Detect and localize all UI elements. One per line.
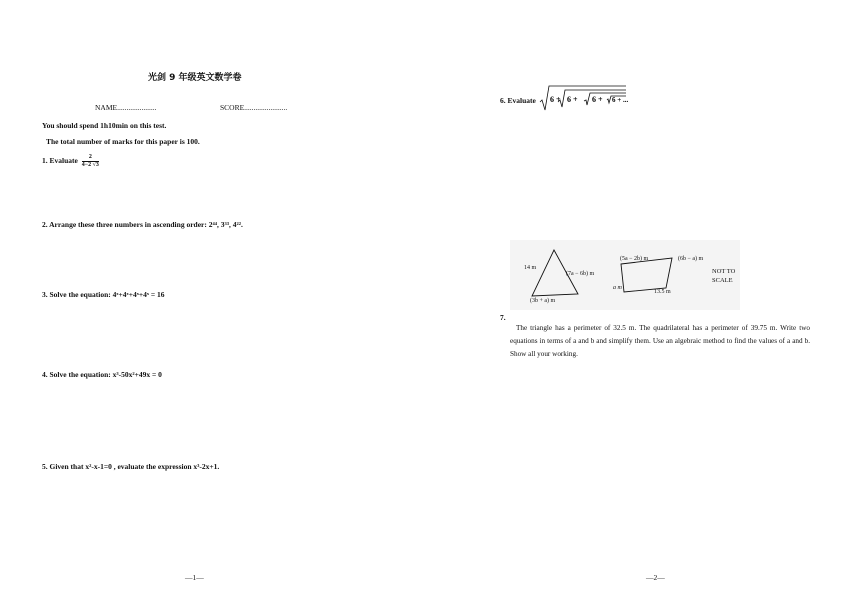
question-1 [42, 154, 99, 169]
page-number-2: —2— [646, 573, 665, 582]
svg-text:6 + ...: 6 + ... [612, 96, 628, 104]
quad-top-right-label: (6b − a) m [678, 256, 704, 262]
question-2: 2. Arrange these three numbers in ascending order: 2⁴⁴, 3³³, 4²². [42, 220, 243, 229]
question-1-label: 1. Evaluate [42, 156, 78, 166]
score-field-label: SCORE....................... [220, 103, 288, 112]
quad-left-label: a m [613, 285, 622, 291]
name-field-label: NAME..................... [95, 103, 157, 112]
question-1-fraction [82, 154, 99, 169]
page-number-1: —1— [185, 573, 204, 582]
triangle-bottom-label: (3b + a) m [530, 298, 556, 304]
fraction-denominator: 4−2 √3 [81, 162, 99, 168]
quad-top-left-label: (5a − 2b) m [620, 256, 649, 262]
question-4: 4. Solve the equation: x³-50x²+49x = 0 [42, 370, 162, 379]
time-instruction: You should spend 1h10min on this test. [42, 121, 167, 130]
question-6 [500, 96, 536, 105]
not-to-label: NOT TO [712, 268, 736, 275]
quad-bottom-label: 13.5 m [654, 289, 671, 295]
scale-label: SCALE [712, 277, 733, 284]
fraction-numerator: 2 [82, 154, 99, 162]
svg-text:6 +: 6 + [567, 95, 578, 104]
question-3: 3. Solve the equation: 4ˣ+4ˣ+4ˣ+4ˣ = 16 [42, 290, 165, 299]
triangle-right-label: (7a − 6b) m [566, 271, 595, 277]
triangle-left-label: 14 m [524, 265, 537, 271]
question-5: 5. Given that x²-x-1=0 , evaluate the expression x³-2x+1. [42, 462, 220, 471]
svg-text:6 +: 6 + [592, 95, 603, 104]
quadrilateral-shape [621, 258, 672, 292]
page-title: 光剑 9 年级英文数学卷 [148, 73, 242, 83]
question-7-text: The triangle has a perimeter of 32.5 m. The quadrilateral has a perimeter of 39.75 m. Write two equations in terms of a and b and simplify them. Use an algebraic method to find the values of a and b. Show all your working. [510, 324, 810, 358]
marks-instruction: The total number of marks for this paper is 100. [46, 137, 200, 146]
question-7-label: 7. [500, 313, 506, 322]
nested-radical-expression [538, 82, 628, 114]
question-6-label: 6. Evaluate [500, 96, 536, 105]
svg-text:6 +: 6 + [550, 95, 561, 104]
